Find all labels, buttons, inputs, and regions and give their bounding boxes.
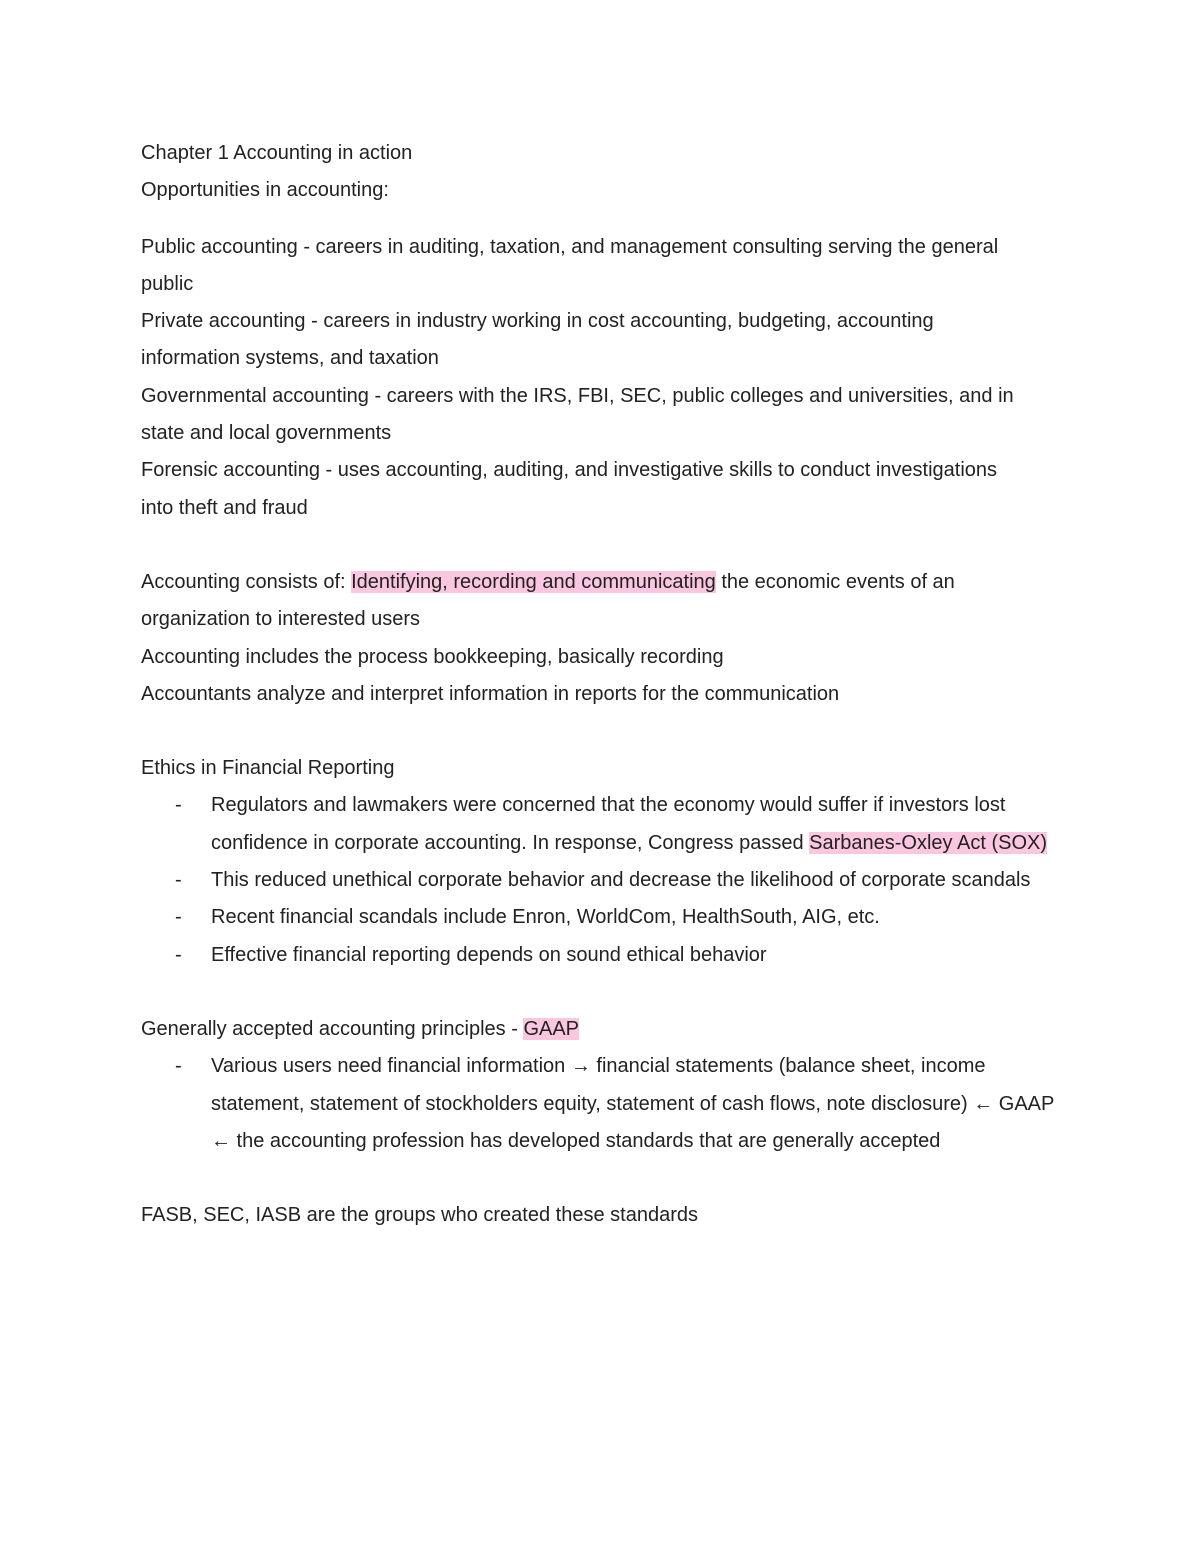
ethics-item-1-text: Regulators and lawmakers were concerned that the economy would suffer if investors lost confidence in corporate accounting. In response, Congress passed — [211, 794, 1006, 854]
accounting-includes: Accounting includes the process bookkeeping, basically recording — [141, 645, 724, 668]
gaap-item-1-text: Various users need financial information → financial statements (balance sheet, income statement, statement of stockholders equity, statement of cash flows, note disclosure) ← GAAP ← the accounting profession has developed standards that are generally accepted — [211, 1055, 1054, 1152]
gaap-heading — [141, 1011, 1061, 1048]
standards-line: FASB, SEC, IASB are the groups who created these standards — [141, 1204, 698, 1227]
spacer — [141, 210, 1061, 229]
gaap-section — [141, 1011, 1061, 1160]
consists-highlight: Identifying, recording and communicating — [351, 570, 716, 593]
opportunity-governmental: Governmental accounting - careers with the IRS, FBI, SEC, public colleges and universities, and in state and local governments — [141, 384, 1014, 445]
ethics-item-3-text: Recent financial scandals include Enron, WorldCom, HealthSouth, AIG, etc. — [211, 906, 880, 929]
opportunity-forensic: Forensic accounting - uses accounting, auditing, and investigative skills to conduct investigations into theft and fraud — [141, 459, 998, 519]
ethics-item-2-text: This reduced unethical corporate behavior and decrease the likelihood of corporate scandals — [211, 869, 1031, 892]
opportunity-public: Public accounting - careers in auditing, taxation, and management consulting serving the general public — [141, 235, 999, 295]
gaap-heading-prefix: Generally accepted accounting principles - — [141, 1017, 524, 1040]
consists-suffix: the economic events of an organization to interested users — [141, 570, 955, 631]
accountants-analyze: Accountants analyze and interpret information in reports for the communication — [141, 682, 840, 705]
document-title: Chapter 1 Accounting in action — [141, 142, 413, 164]
list-item — [141, 862, 1056, 899]
spacer — [141, 527, 1061, 564]
dash-bullet: - — [175, 906, 182, 929]
spacer — [141, 713, 1061, 750]
list-item — [141, 1048, 1056, 1160]
spacer — [141, 1160, 1061, 1197]
dash-bullet: - — [175, 1055, 182, 1078]
spacer — [141, 974, 1061, 1011]
sox-highlight: Sarbanes-Oxley Act (SOX) — [809, 831, 1048, 854]
ethics-heading: Ethics in Financial Reporting — [141, 757, 395, 780]
ethics-section — [141, 750, 1061, 974]
gaap-highlight: GAAP — [523, 1017, 580, 1040]
accounting-consists — [141, 564, 1021, 639]
list-item — [141, 899, 1056, 936]
accounting-section — [141, 564, 1021, 713]
dash-bullet: - — [175, 794, 182, 817]
consists-prefix: Accounting consists of: — [141, 570, 352, 593]
opportunity-private: Private accounting - careers in industry working in cost accounting, budgeting, accounting information systems, and taxation — [141, 310, 934, 370]
document-page — [141, 135, 1061, 1234]
ethics-item-4-text: Effective financial reporting depends on sound ethical behavior — [211, 943, 767, 966]
dash-bullet: - — [175, 943, 182, 966]
opportunities-list — [141, 229, 1021, 527]
list-item — [141, 787, 1056, 862]
dash-bullet: - — [175, 869, 182, 892]
gaap-list — [141, 1048, 1061, 1160]
opportunities-heading: Opportunities in accounting: — [141, 179, 389, 202]
list-item — [141, 937, 1056, 974]
ethics-list — [141, 787, 1061, 973]
